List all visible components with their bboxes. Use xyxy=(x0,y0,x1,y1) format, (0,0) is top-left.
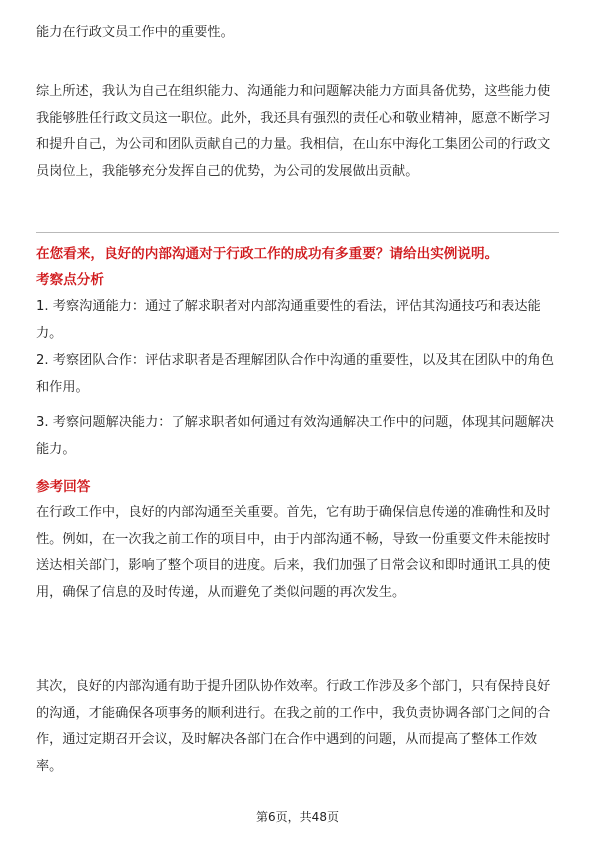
intro-tail-paragraph: 能力在行政文员工作中的重要性。 xyxy=(36,25,234,40)
page-number-footer: 第6页，共48页 xyxy=(256,810,339,824)
analysis-item-1: 1. 考察沟通能力：通过了解求职者对内部沟通重要性的看法，评估其沟通技巧和表达能力。 xyxy=(36,299,541,341)
analysis-item-2: 2. 考察团队合作：评估求职者是否理解团队合作中沟通的重要性，以及其在团队中的角色和作用。 xyxy=(36,353,554,395)
summary-paragraph: 综上所述，我认为自己在组织能力、沟通能力和问题解决能力方面具备优势，这些能力使我能够胜任行政文员这一职位。此外，我还具有强烈的责任心和敬业精神，愿意不断学习和提升自己，为公司和团队贡献自己的力量。我相信，在山东中海化工集团公司的行政文员岗位上，我能够充分发挥自己的优势，为公司的发展做出贡献。 xyxy=(36,84,551,179)
section-divider xyxy=(36,232,559,233)
interview-question: 在您看来，良好的内部沟通对于行政工作的成功有多重要？请给出实例说明。 xyxy=(36,246,499,262)
analysis-heading: 考察点分析 xyxy=(36,272,104,288)
answer-paragraph-1: 在行政工作中，良好的内部沟通至关重要。首先，它有助于确保信息传递的准确性和及时性。例如，在一次我之前工作的项目中，由于内部沟通不畅，导致一份重要文件未能按时送达相关部门，影响了整个项目的进度。后来，我们加强了日常会议和即时通讯工具的使用，确保了信息的及时传递，从而避免了类似问题的再次发生。 xyxy=(36,505,551,600)
answer-paragraph-2: 其次，良好的内部沟通有助于提升团队协作效率。行政工作涉及多个部门，只有保持良好的沟通，才能确保各项事务的顺利进行。在我之前的工作中，我负责协调各部门之间的合作，通过定期召开会议，及时解决各部门在合作中遇到的问题，从而提高了整体工作效率。 xyxy=(36,679,551,774)
analysis-item-3: 3. 考察问题解决能力：了解求职者如何通过有效沟通解决工作中的问题，体现其问题解决能力。 xyxy=(36,415,554,457)
answer-heading: 参考回答 xyxy=(36,479,91,495)
